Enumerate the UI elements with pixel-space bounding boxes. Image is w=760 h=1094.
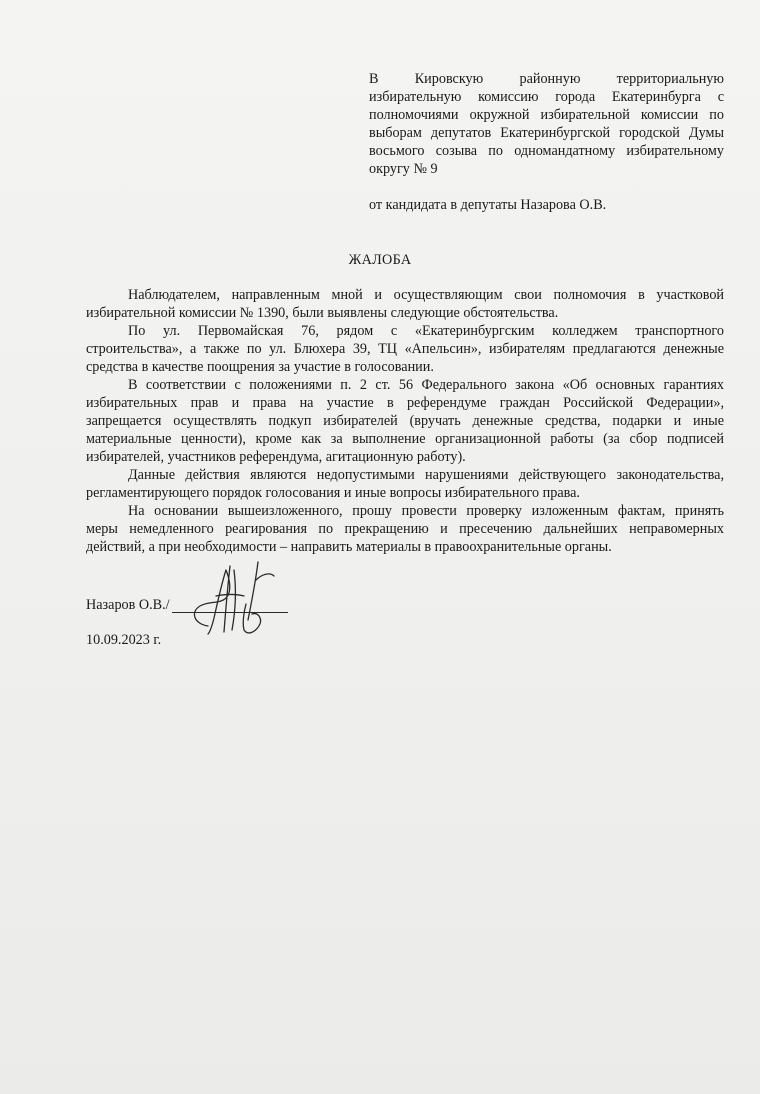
paragraph	[86, 376, 724, 466]
paragraph-line: На основании вышеизложенного, прошу провести проверку изложенным фактам, принять	[128, 503, 724, 519]
paragraph-line: избирательной комиссии № 1390, были выявлены следующие обстоятельства.	[86, 305, 559, 321]
paragraph-line: средства в качестве поощрения за участие в голосовании.	[86, 359, 434, 375]
handwritten-signature-icon	[186, 560, 286, 640]
paragraph-line: В соответствии с положениями п. 2 ст. 56 Федерального закона «Об основных гарантиях	[128, 377, 724, 393]
addressee-block	[369, 70, 724, 178]
paragraph-line: действий, а при необходимости – направить материалы в правоохранительные органы.	[86, 539, 612, 555]
signatory-name: Назаров О.В./	[86, 597, 170, 613]
paragraph	[86, 502, 724, 556]
paragraph-line: избирательных прав и права на участие в референдуме граждан Российской Федерации»,	[86, 395, 724, 411]
addressee-line: В Кировскую районную территориальную	[369, 71, 724, 87]
paragraph-line: регламентирующего порядок голосования и иные вопросы избирательного права.	[86, 485, 580, 501]
paragraph-line: Данные действия являются недопустимыми нарушениями действующего законодательства,	[128, 467, 724, 483]
paragraph	[86, 466, 724, 502]
document-date: 10.09.2023 г.	[86, 632, 162, 648]
addressee-line: полномочиями окружной избирательной комиссии по	[369, 107, 724, 123]
document-title: ЖАЛОБА	[348, 252, 412, 268]
from-line: от кандидата в депутаты Назарова О.В.	[369, 197, 607, 213]
paragraph-line: избирателей, участников референдума, агитационную работу).	[86, 449, 466, 465]
complaint-body	[86, 286, 724, 556]
paragraph-line: материальные ценности), кроме как за выполнение организационной работы (за сбор подписей	[86, 431, 724, 447]
paragraph-line: Наблюдателем, направленным мной и осуществляющим свои полномочия в участковой	[128, 287, 724, 303]
addressee-line: восьмого созыва по одномандатному избирательному	[369, 143, 724, 159]
addressee-line: округу № 9	[369, 161, 438, 177]
addressee-line: избирательную комиссию города Екатеринбурга с	[369, 89, 724, 105]
paragraph	[86, 286, 724, 322]
paragraph-line: меры немедленного реагирования по прекращению и пресечению дальнейших неправомерных	[86, 521, 724, 537]
paragraph-line: запрещается осуществлять подкуп избирателей (вручать денежные средства, подарки и иные	[86, 413, 724, 429]
addressee-line: выборам депутатов Екатеринбургской городской Думы	[369, 125, 724, 141]
paragraph-line: По ул. Первомайская 76, рядом с «Екатеринбургским колледжем транспортного	[128, 323, 724, 339]
paragraph-line: строительства», а также по ул. Блюхера 39, ТЦ «Апельсин», избирателям предлагаются денежные	[86, 341, 724, 357]
paragraph	[86, 322, 724, 376]
